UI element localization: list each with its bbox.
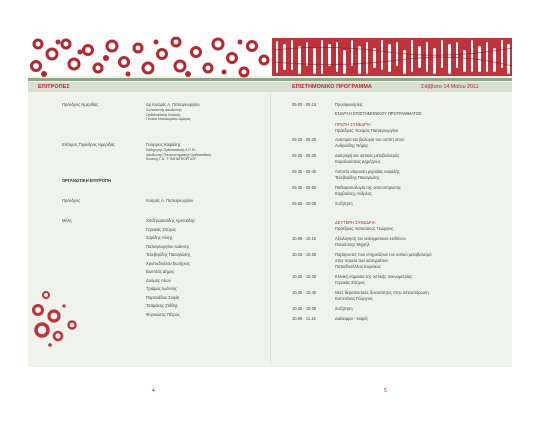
honorary-chair-name: Γεώργιος Καψάλης [146, 142, 181, 147]
brochure-spread [28, 38, 512, 394]
talk-title: Άσηπτη νέκρωση μηριαίας κεφαλής [335, 169, 400, 174]
chair-role-line: Γενικού Νοσοκομείου Δράμας [146, 117, 191, 121]
talk-title: Διατροφή και οστικός μεταβολισμός [335, 153, 400, 158]
talk-title: Ανατομία και βιολογία του οστίτη ιστού [335, 137, 405, 142]
page-number-right: 5 [384, 388, 387, 394]
honorary-role-line: Καθηγητής Ορθοπαιδικής Α.Π.Θ. - [146, 148, 198, 152]
blood-cells-banner [28, 38, 512, 76]
honorary-role-line: Κλινικής Γ.Ν. "Γ.ΠΑΠΑΓΕΩΡΓΙΟΥ" [146, 157, 197, 161]
talk-speaker: Καρβούνης Ανδρέας [335, 191, 372, 196]
org-chair-name: Κοσμάς Α. Παπαγεωργίου [146, 198, 194, 203]
honorary-chair-label: Επίτιμος Πρόεδρος Ημερίδας [62, 142, 116, 147]
talk-title: στην πορεία των καταγμάτων [335, 258, 389, 263]
member-name: Σαρίδης Αλκης [146, 235, 173, 240]
schedule-time: 09.00 - 09.15 [292, 102, 317, 107]
schedule-time: 10.55 - 11.15 [292, 316, 316, 321]
member-name: Παρισιάδου Σοφία [146, 294, 180, 300]
organizing-committee-title: ΟΡΓΑΝΩΤΙΚΗ ΕΠΙΤΡΟΠΗ [62, 178, 111, 183]
org-chair-label: Πρόεδρος [62, 198, 81, 203]
talk-speaker: Ποτούπνης Μιχαήλ [335, 242, 370, 247]
schedule-time: 10.05 - 10.15 [292, 236, 317, 241]
honorary-role-line: Διευθυντής Πανεπιστημιακής Ορθοπαιδικής [146, 152, 212, 157]
talk-speaker: Γερακάς Σπύρος [335, 280, 366, 285]
talk-title: Συζήτηση [335, 306, 353, 311]
talk-speaker: Ανδρεάδης Θάμης [335, 143, 369, 148]
talk-speaker: Τελεβερίδης Παναγιώτης [335, 175, 380, 180]
member-name: Βουτσάς Δήμος [146, 269, 175, 274]
member-name: Τσαμάκης Στάθης [146, 303, 178, 308]
talk-title: Παθοφυσιολογία της οστεοπόρωσης [335, 185, 401, 190]
member-name: Παπαγεωργίου Ιωάννης [146, 243, 190, 249]
member-name: Χατζηιωαννίδης Αριστείδης [146, 218, 195, 223]
program-heading: ΕΠΙΣΤΗΜΟΝΙΚΟ ΠΡΟΓΡΑΜΜΑ [292, 83, 372, 90]
member-name: Χριστοδούλου Σωτήριος [146, 260, 190, 266]
schedule-time: 09.25 - 09.35 [292, 153, 317, 158]
members-label: Μέλη [62, 218, 72, 223]
talk-title: Διάλειμμα - Καφές [335, 316, 369, 321]
schedule-time: 10.15 - 10.25 [292, 252, 317, 257]
banner-rule [28, 78, 512, 81]
member-name: Τριάμας Ιωάννης [146, 286, 177, 291]
chair-role-line: Ορθοπαιδικής Κλινικής [146, 112, 181, 117]
schedule-time: 10.45 - 10.55 [292, 306, 317, 311]
member-name: Γερακάς Σπύρος [146, 226, 177, 232]
schedule-item-subtitle: ΕΝΑΡΞΗ ΕΠΙΣΤΗΜΟΝΙΚΟΥ ΠΡΟΓΡΑΜΜΑΤΟΣ [335, 110, 422, 116]
schedule-time: 10.25 - 10.35 [292, 274, 317, 279]
talk-title: Νέες θεραπευτικές δυνατότητες στην οστεοπόρωση [335, 290, 429, 295]
session-2-chair: Πρόεδρος: Καπετάνος Γεώργιος [335, 226, 394, 231]
schedule-time: 09.15 - 09.25 [292, 137, 317, 142]
schedule-time: 10.35 - 10.45 [292, 290, 317, 295]
member-name: Τελεβερίδης Παναγιώτης [146, 252, 191, 257]
talk-title: Συζήτηση [335, 201, 353, 206]
session-1-title: ΠΡΩΤΗ ΣΥΝΕΔΡΙΑ [335, 122, 371, 127]
talk-speaker: Παπαδοσέλλου Κυριάκος [335, 264, 381, 269]
session-2-title: ΔΕΥΤΕΡΗ ΣΥΝΕΔΡΙΑ [335, 220, 376, 225]
talk-title: Κλινική σημασία της οστικής πυκνομετρίας [335, 274, 413, 279]
schedule-time: 09.45 - 09.55 [292, 185, 317, 190]
chair-name: Δρ Κοσμάς Α. Παπαγεωργίου [146, 102, 200, 107]
member-name: Φορκιώτης Πέτρος [146, 311, 180, 317]
talk-title: Αξιολόγηση του καταγματικού κινδύνου [335, 236, 406, 241]
chair-role-line: Συντονιστής Διευθυντής [146, 108, 182, 112]
schedule-item-title: Προσφωνήσεις [335, 102, 363, 107]
schedule-time: 09.55 - 10.05 [292, 201, 317, 206]
page-gutter [270, 94, 271, 364]
committees-heading: ΕΠΙΤΡΟΠΕΣ [38, 83, 70, 90]
talk-title: Παράγοντες που επηρεάζουν τον οστικό μεταβολισμό [335, 252, 432, 257]
member-name: Δούμας Λέων [146, 277, 171, 283]
chair-label: Πρόεδρος Ημερίδας [62, 102, 99, 107]
session-1-chair: Πρόεδρος: Κοσμάς Παπαγεωργίου [335, 128, 399, 133]
page-number-left: 4 [152, 388, 155, 394]
schedule-time: 09.35 - 09.45 [292, 169, 317, 174]
talk-speaker: Καπετάνος Γεώργιος [335, 296, 373, 301]
talk-speaker: Καραλιούσκος Δημήτριος [335, 159, 381, 164]
program-date: Σάββατο 14 Μαΐου 2011 [421, 83, 479, 90]
